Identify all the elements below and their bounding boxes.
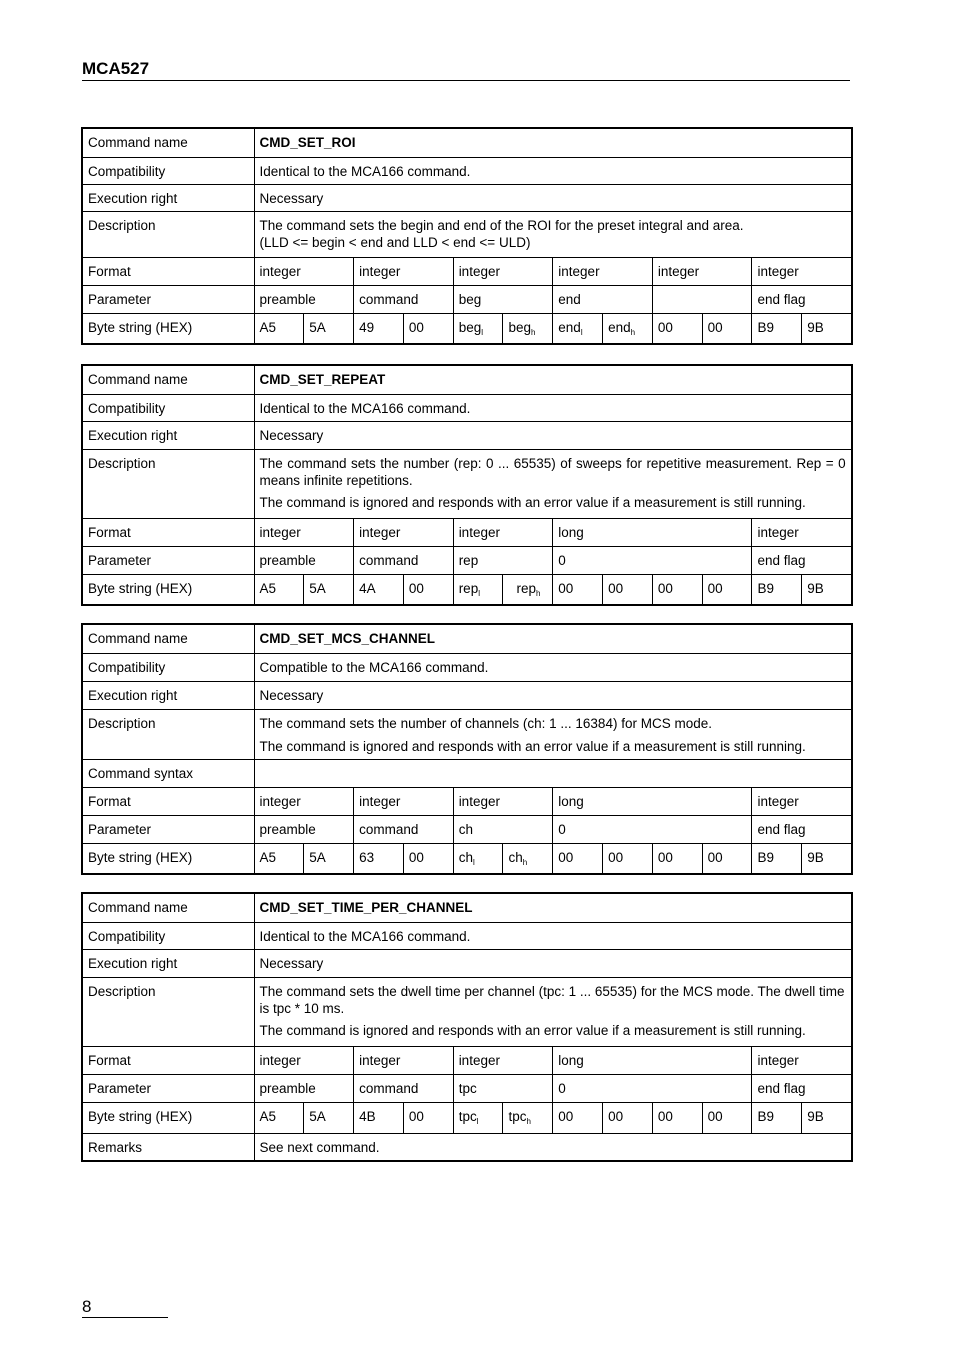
execution-right-value: Necessary — [254, 949, 852, 977]
byte-cell — [702, 1102, 752, 1133]
byte-cell — [752, 313, 802, 344]
command-table-set-repeat — [81, 364, 853, 606]
execution-right-value: Necessary — [254, 421, 852, 449]
byte-value: 00 — [707, 319, 723, 335]
label-format: Format — [82, 1046, 254, 1074]
label-compatibility: Compatibility — [82, 653, 254, 681]
label-execution-right: Execution right — [82, 184, 254, 211]
format-cell: integer — [254, 257, 354, 285]
format-cell: integer — [752, 518, 852, 546]
row-format — [82, 257, 852, 285]
byte-value: 4B — [359, 1108, 376, 1124]
byte-value: 9B — [807, 849, 824, 865]
command-name-value: CMD_SET_TIME_PER_CHANNEL — [254, 893, 852, 922]
description-value — [254, 211, 852, 257]
row-description — [82, 211, 852, 257]
byte-value: ch — [508, 849, 523, 865]
byte-cell — [254, 574, 304, 605]
byte-value: end — [608, 319, 631, 335]
byte-value: 00 — [608, 849, 624, 865]
byte-value: 00 — [608, 1108, 624, 1124]
parameter-cell: command — [354, 546, 454, 574]
byte-value: 5A — [309, 1108, 326, 1124]
label-command-name: Command name — [82, 365, 254, 394]
row-description — [82, 449, 852, 518]
description-value — [254, 977, 852, 1046]
byte-cell — [304, 313, 354, 344]
byte-value: tpc — [508, 1108, 527, 1124]
byte-cell — [453, 313, 503, 344]
format-cell: integer — [453, 257, 553, 285]
byte-value: 00 — [657, 1108, 673, 1124]
format-cell: integer — [553, 257, 653, 285]
parameter-cell: end flag — [752, 285, 852, 313]
byte-cell — [702, 574, 752, 605]
byte-cell — [503, 1102, 553, 1133]
command-name-value: CMD_SET_ROI — [254, 128, 852, 157]
label-compatibility: Compatibility — [82, 157, 254, 184]
byte-cell — [553, 574, 603, 605]
byte-value: 9B — [807, 1108, 824, 1124]
byte-value: 00 — [657, 580, 673, 596]
byte-cell — [702, 843, 752, 874]
byte-cell — [652, 313, 702, 344]
label-compatibility: Compatibility — [82, 394, 254, 421]
byte-cell — [503, 313, 553, 344]
byte-value: 00 — [558, 1108, 574, 1124]
compatibility-value: Identical to the MCA166 command. — [254, 922, 852, 949]
label-execution-right: Execution right — [82, 949, 254, 977]
row-format — [82, 787, 852, 815]
parameter-cell: preamble — [254, 815, 354, 843]
row-remarks — [82, 1133, 852, 1161]
command-syntax-value — [254, 759, 852, 787]
page-number: 8 — [82, 1297, 92, 1316]
byte-subscript: l — [478, 588, 480, 598]
row-byte-string — [82, 843, 852, 874]
byte-cell — [503, 574, 553, 605]
byte-cell — [453, 574, 503, 605]
description-value — [254, 449, 852, 518]
byte-cell — [453, 1102, 503, 1133]
byte-value: tpc — [458, 1108, 477, 1124]
byte-cell — [354, 574, 404, 605]
byte-cell — [553, 313, 603, 344]
description-value — [254, 709, 852, 759]
byte-value: rep — [516, 580, 536, 596]
description-line: The command sets the number of channels (ch: 1 ... 16384) for MCS mode. — [259, 715, 712, 731]
byte-value: beg — [508, 319, 532, 335]
byte-value: B9 — [757, 319, 774, 335]
byte-value: beg — [458, 319, 482, 335]
row-byte-string — [82, 574, 852, 605]
label-command-name: Command name — [82, 624, 254, 653]
byte-subscript: h — [522, 857, 528, 867]
format-cell: integer — [752, 257, 852, 285]
label-format: Format — [82, 518, 254, 546]
parameter-cell: beg — [453, 285, 553, 313]
byte-value: rep — [458, 580, 479, 596]
format-cell: long — [553, 518, 752, 546]
parameter-cell: preamble — [254, 1074, 354, 1102]
parameter-cell: end flag — [752, 546, 852, 574]
format-cell: integer — [453, 1046, 553, 1074]
row-execution-right — [82, 184, 852, 211]
row-byte-string — [82, 313, 852, 344]
row-compatibility — [82, 922, 852, 949]
format-cell: integer — [453, 518, 553, 546]
byte-value: 00 — [408, 319, 424, 335]
byte-value: 5A — [309, 580, 326, 596]
document-header — [82, 58, 850, 81]
row-description — [82, 709, 852, 759]
byte-value: 00 — [657, 319, 673, 335]
byte-cell — [603, 313, 653, 344]
byte-value: A5 — [259, 849, 277, 865]
label-description: Description — [82, 211, 254, 257]
parameter-cell: command — [354, 1074, 454, 1102]
byte-value: 00 — [707, 580, 723, 596]
label-parameter: Parameter — [82, 546, 254, 574]
compatibility-value: Identical to the MCA166 command. — [254, 394, 852, 421]
byte-value: B9 — [757, 1108, 774, 1124]
byte-value: 00 — [408, 849, 424, 865]
execution-right-value: Necessary — [254, 681, 852, 709]
command-name-value: CMD_SET_REPEAT — [254, 365, 852, 394]
byte-value: 9B — [807, 580, 824, 596]
row-format — [82, 1046, 852, 1074]
byte-value: 9B — [807, 319, 824, 335]
label-parameter: Parameter — [82, 815, 254, 843]
byte-cell — [403, 1102, 453, 1133]
row-execution-right — [82, 421, 852, 449]
parameter-cell: 0 — [553, 815, 752, 843]
label-execution-right: Execution right — [82, 421, 254, 449]
command-table-set-roi — [81, 127, 853, 345]
byte-cell — [403, 313, 453, 344]
label-byte-string: Byte string (HEX) — [82, 574, 254, 605]
row-command-syntax — [82, 759, 852, 787]
label-byte-string: Byte string (HEX) — [82, 843, 254, 874]
byte-value: 49 — [359, 319, 375, 335]
row-execution-right — [82, 681, 852, 709]
byte-cell — [403, 843, 453, 874]
description-line: The command sets the number (rep: 0 ... 65535) of sweeps for repetitive measurement. Rep = 0 means infinite repetitions. — [259, 455, 846, 488]
format-cell: integer — [752, 1046, 852, 1074]
format-cell: integer — [354, 787, 454, 815]
byte-cell — [453, 843, 503, 874]
byte-cell — [304, 843, 354, 874]
format-cell: long — [553, 1046, 752, 1074]
row-compatibility — [82, 653, 852, 681]
byte-cell — [553, 1102, 603, 1133]
byte-cell — [254, 843, 304, 874]
format-cell: integer — [354, 1046, 454, 1074]
parameter-cell: 0 — [553, 546, 752, 574]
parameter-cell: 0 — [553, 1074, 752, 1102]
label-format: Format — [82, 787, 254, 815]
byte-cell — [603, 574, 653, 605]
command-table-set-time-per-channel — [81, 892, 853, 1162]
byte-cell — [403, 574, 453, 605]
compatibility-value: Compatible to the MCA166 command. — [254, 653, 852, 681]
byte-subscript: h — [531, 327, 536, 337]
description-line: The command is ignored and responds with an error value if a measurement is still running. — [259, 494, 806, 510]
byte-value: ch — [458, 849, 473, 865]
row-command-name — [82, 365, 852, 394]
parameter-cell: end — [553, 285, 653, 313]
byte-cell — [702, 313, 752, 344]
row-compatibility — [82, 157, 852, 184]
byte-subscript: h — [536, 588, 541, 598]
byte-value: 00 — [408, 1108, 424, 1124]
byte-cell — [802, 843, 852, 874]
row-parameter — [82, 815, 852, 843]
byte-value: 00 — [408, 580, 424, 596]
format-cell: integer — [354, 257, 454, 285]
label-parameter: Parameter — [82, 285, 254, 313]
byte-cell — [254, 1102, 304, 1133]
byte-subscript: l — [476, 1116, 479, 1126]
command-name-value: CMD_SET_MCS_CHANNEL — [254, 624, 852, 653]
format-cell: long — [553, 787, 752, 815]
byte-value: 00 — [558, 580, 574, 596]
parameter-cell: rep — [453, 546, 553, 574]
parameter-cell: command — [354, 815, 454, 843]
format-cell: integer — [652, 257, 752, 285]
byte-subscript: h — [526, 1116, 531, 1126]
byte-value: A5 — [259, 1108, 277, 1124]
label-parameter: Parameter — [82, 1074, 254, 1102]
byte-cell — [652, 1102, 702, 1133]
byte-value: 00 — [707, 1108, 723, 1124]
format-cell: integer — [453, 787, 553, 815]
document-title: MCA527 — [82, 59, 150, 78]
parameter-cell — [652, 285, 752, 313]
label-compatibility: Compatibility — [82, 922, 254, 949]
byte-value: 63 — [359, 849, 375, 865]
description-line: (LLD <= begin < end and LLD < end <= ULD) — [259, 234, 531, 250]
byte-value: A5 — [259, 580, 277, 596]
parameter-cell: end flag — [752, 1074, 852, 1102]
byte-cell — [802, 574, 852, 605]
byte-cell — [354, 1102, 404, 1133]
byte-value: 5A — [309, 849, 326, 865]
byte-value: 00 — [657, 849, 673, 865]
row-parameter — [82, 285, 852, 313]
row-parameter — [82, 1074, 852, 1102]
execution-right-value: Necessary — [254, 184, 852, 211]
row-compatibility — [82, 394, 852, 421]
format-cell: integer — [752, 787, 852, 815]
byte-cell — [652, 574, 702, 605]
label-byte-string: Byte string (HEX) — [82, 313, 254, 344]
row-execution-right — [82, 949, 852, 977]
byte-cell — [254, 313, 304, 344]
label-byte-string: Byte string (HEX) — [82, 1102, 254, 1133]
byte-subscript: l — [472, 857, 475, 867]
byte-cell — [354, 843, 404, 874]
compatibility-value: Identical to the MCA166 command. — [254, 157, 852, 184]
label-description: Description — [82, 709, 254, 759]
byte-cell — [354, 313, 404, 344]
byte-value: 5A — [309, 319, 326, 335]
parameter-cell: end flag — [752, 815, 852, 843]
byte-cell — [603, 843, 653, 874]
byte-subscript: l — [580, 327, 583, 337]
description-line: The command sets the begin and end of the ROI for the preset integral and area. — [259, 217, 744, 233]
parameter-cell: preamble — [254, 546, 354, 574]
row-description — [82, 977, 852, 1046]
description-line: The command is ignored and responds with an error value if a measurement is still running. — [259, 1022, 806, 1038]
format-cell: integer — [254, 1046, 354, 1074]
byte-cell — [553, 843, 603, 874]
label-remarks: Remarks — [82, 1133, 254, 1161]
byte-value: 00 — [707, 849, 723, 865]
byte-value: B9 — [757, 849, 774, 865]
byte-value: B9 — [757, 580, 774, 596]
byte-cell — [752, 1102, 802, 1133]
label-format: Format — [82, 257, 254, 285]
format-cell: integer — [254, 787, 354, 815]
byte-cell — [652, 843, 702, 874]
byte-cell — [304, 574, 354, 605]
parameter-cell: tpc — [453, 1074, 553, 1102]
command-table-set-mcs-channel — [81, 623, 853, 875]
byte-cell — [603, 1102, 653, 1133]
byte-value: 00 — [608, 580, 624, 596]
page-footer — [82, 1297, 168, 1318]
byte-cell — [752, 843, 802, 874]
parameter-cell: ch — [453, 815, 553, 843]
remarks-value: See next command. — [254, 1133, 852, 1161]
description-line: The command sets the dwell time per channel (tpc: 1 ... 65535) for the MCS mode. The dwell time is tpc * 10 ms. — [259, 983, 845, 1016]
row-command-name — [82, 893, 852, 922]
description-line: The command is ignored and responds with an error value if a measurement is still running. — [259, 738, 806, 754]
row-command-name — [82, 624, 852, 653]
byte-subscript: l — [481, 327, 483, 337]
label-description: Description — [82, 449, 254, 518]
row-format — [82, 518, 852, 546]
byte-cell — [802, 1102, 852, 1133]
parameter-cell: command — [354, 285, 454, 313]
label-execution-right: Execution right — [82, 681, 254, 709]
byte-cell — [802, 313, 852, 344]
label-description: Description — [82, 977, 254, 1046]
byte-value: end — [558, 319, 581, 335]
byte-value: A5 — [259, 319, 277, 335]
label-command-syntax: Command syntax — [82, 759, 254, 787]
label-command-name: Command name — [82, 128, 254, 157]
format-cell: integer — [254, 518, 354, 546]
row-parameter — [82, 546, 852, 574]
byte-value: 4A — [359, 580, 376, 596]
label-command-name: Command name — [82, 893, 254, 922]
byte-cell — [752, 574, 802, 605]
format-cell: integer — [354, 518, 454, 546]
parameter-cell: preamble — [254, 285, 354, 313]
byte-cell — [503, 843, 553, 874]
byte-cell — [304, 1102, 354, 1133]
byte-subscript: h — [630, 327, 636, 337]
row-byte-string — [82, 1102, 852, 1133]
byte-value: 00 — [558, 849, 574, 865]
row-command-name — [82, 128, 852, 157]
